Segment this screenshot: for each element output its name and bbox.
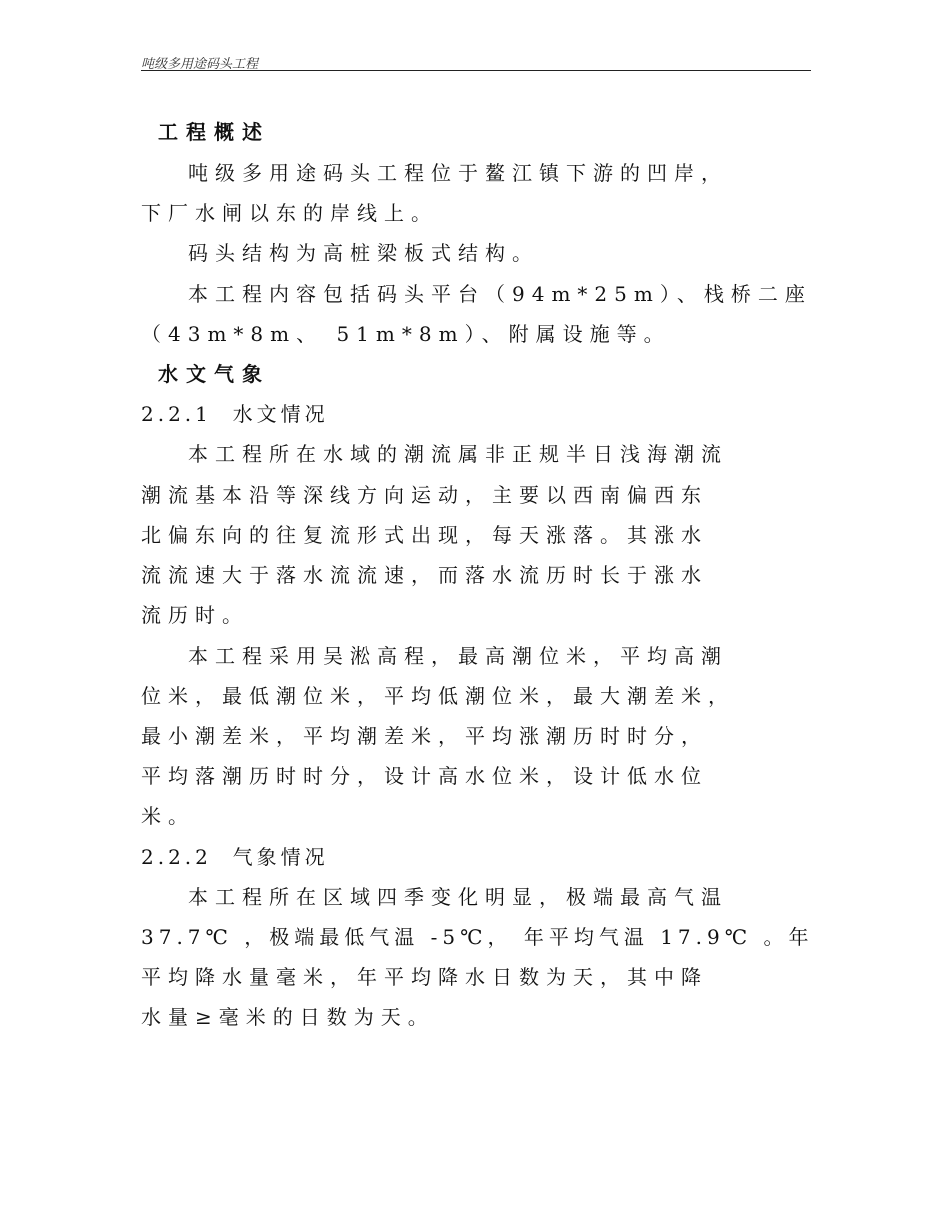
paragraph-line: 北偏东向的往复流形式出现，每天涨落。其涨水	[141, 523, 708, 547]
paragraph-line: 本工程采用吴淞高程，最高潮位米，平均高潮	[188, 644, 728, 668]
subsection-heading-hydrology: 2.2.1 水文情况	[141, 402, 329, 426]
paragraph-line: 水量≥毫米的日数为天。	[141, 1005, 435, 1029]
paragraph-line: 平均落潮历时时分，设计高水位米，设计低水位	[141, 764, 708, 788]
section-heading-hydro-meteo: 水文气象	[158, 362, 270, 386]
subsection-heading-meteorology: 2.2.2 气象情况	[141, 845, 329, 869]
paragraph-line: 流流速大于落水流流速，而落水流历时长于涨水	[141, 563, 708, 587]
paragraph-line: 平均降水量毫米，年平均降水日数为天，其中降	[141, 965, 708, 989]
paragraph-line: 潮流基本沿等深线方向运动，主要以西南偏西东	[141, 483, 708, 507]
header-title: 吨级多用途码头工程	[141, 57, 259, 72]
header-divider	[141, 70, 811, 71]
paragraph-line: 下厂水闸以东的岸线上。	[141, 201, 438, 225]
paragraph-line: 流历时。	[141, 603, 249, 627]
paragraph-line: （43m*8m、 51m*8m）、附属设施等。	[141, 322, 671, 346]
section-heading-overview: 工程概述	[158, 120, 270, 144]
paragraph-line: 本工程内容包括码头平台（94m*25m）、栈桥二座	[188, 282, 812, 306]
paragraph-line: 米。	[141, 804, 195, 828]
paragraph-line: 本工程所在水域的潮流属非正规半日浅海潮流	[188, 442, 728, 466]
paragraph-line: 37.7℃ ，极端最低气温 -5℃， 年平均气温 17.9℃ 。年	[141, 925, 814, 949]
paragraph-line: 码头结构为高桩梁板式结构。	[188, 241, 539, 265]
paragraph-line: 吨级多用途码头工程位于鳌江镇下游的凹岸，	[188, 161, 728, 185]
paragraph-line: 最小潮差米，平均潮差米，平均涨潮历时时分，	[141, 724, 708, 748]
paragraph-line: 本工程所在区域四季变化明显，极端最高气温	[188, 885, 728, 909]
paragraph-line: 位米，最低潮位米，平均低潮位米，最大潮差米，	[141, 684, 735, 708]
